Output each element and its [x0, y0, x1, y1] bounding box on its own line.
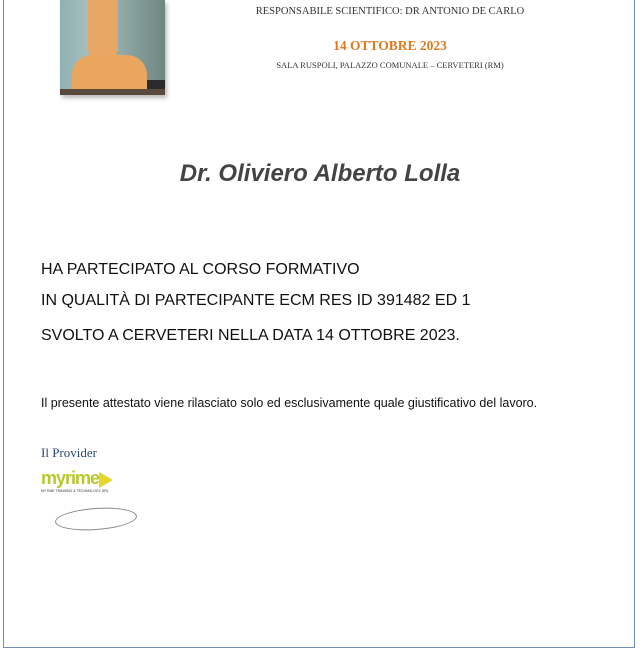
- event-date: 14 OTTOBRE 2023: [333, 38, 447, 53]
- disclaimer-note: Il presente attestato viene rilasciato solo ed esclusivamente quale giustificativo del lavoro.: [41, 396, 538, 410]
- myrime-logo: [41, 468, 113, 493]
- body-line-3: SVOLTO A CERVETERI NELLA DATA 14 OTTOBRE 2023.: [41, 327, 460, 344]
- body-line-2: IN QUALITÀ DI PARTECIPANTE ECM RES ID 391482 ED 1: [41, 292, 471, 309]
- logo-text: myrime: [41, 468, 100, 488]
- scientific-responsible: RESPONSABILE SCIENTIFICO: DR ANTONIO DE CARLO: [255, 6, 525, 17]
- provider-label: Il Provider: [41, 445, 97, 460]
- body-line-1: HA PARTECIPATO AL CORSO FORMATIVO: [41, 261, 360, 278]
- page-border: [3, 0, 635, 648]
- recipient-name: Dr. Oliviero Alberto Lolla: [179, 160, 461, 187]
- modigliani-painting-image: [60, 0, 165, 95]
- play-arrow-icon: [99, 472, 113, 488]
- logo-subtitle: MYTIME TRAINING & TECHNOLOGY SRL: [41, 489, 109, 493]
- event-place: SALA RUSPOLI, PALAZZO COMUNALE – CERVETERI (RM): [276, 60, 504, 70]
